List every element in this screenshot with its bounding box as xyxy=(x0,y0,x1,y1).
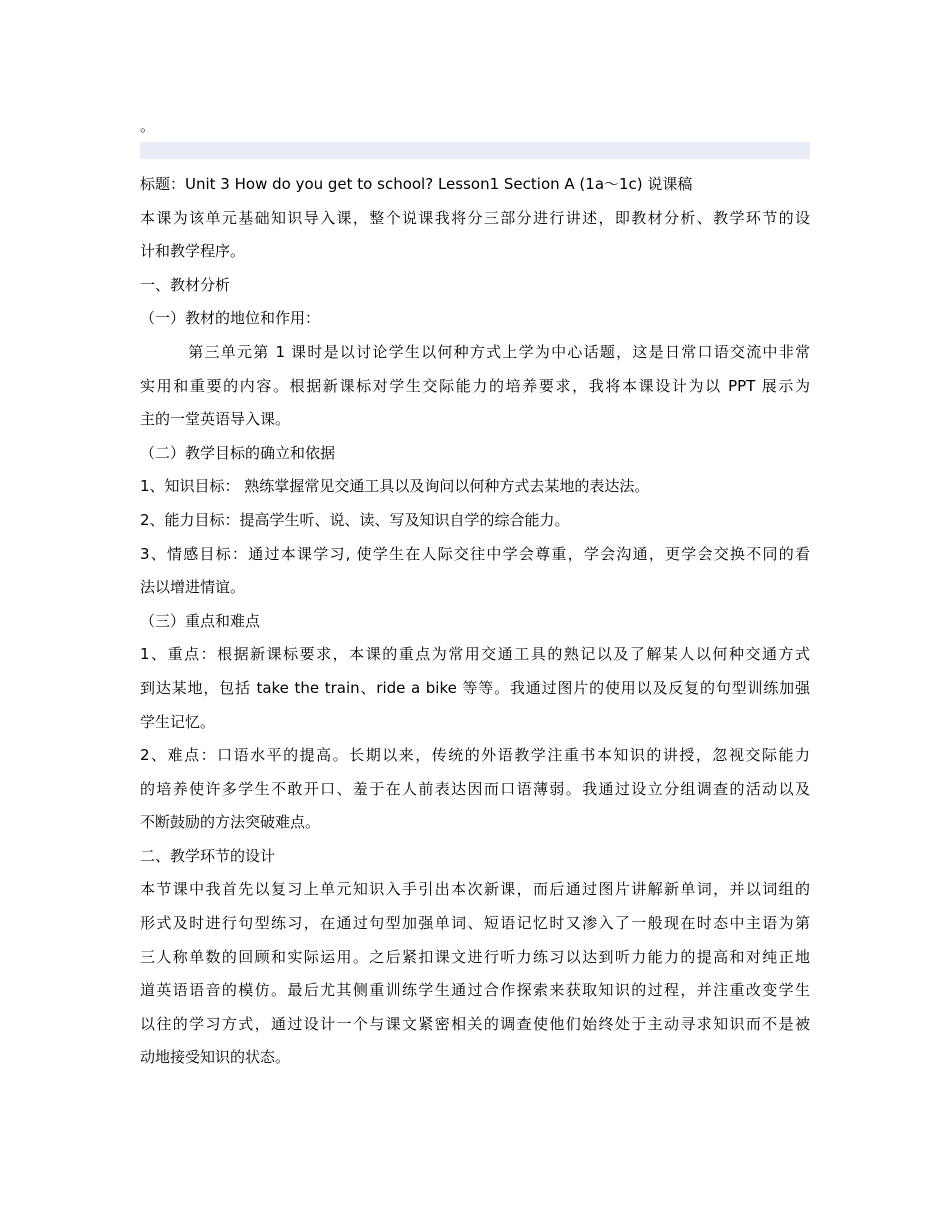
text-line: 本课为该单元基础知识导入课，整个说课我将分三部分进行讲述，即教材分析、教学环节的设 xyxy=(140,208,810,227)
text-line: 到达某地，包括 take the train、ride a bike 等等。我通过图片的使用以及反复的句型训练加强 xyxy=(140,678,810,697)
text-line: （一）教材的地位和作用： xyxy=(140,309,321,328)
text-line: 主的一堂英语导入课。 xyxy=(140,410,291,429)
text-line: 实用和重要的内容。根据新课标对学生交际能力的培养要求，我将本课设计为以 PPT 展示为 xyxy=(140,376,810,395)
text-line: 法以增进情谊。 xyxy=(140,578,246,597)
text-line: （三）重点和难点 xyxy=(140,611,261,630)
text-line: 3、情感目标：通过本课学习, 使学生在人际交往中学会尊重，学会沟通，更学会交换不同的看 xyxy=(140,544,810,563)
text-line: 以往的学习方式，通过设计一个与课文紧密相关的调查使他们始终处于主动寻求知识而不是被 xyxy=(140,1014,810,1033)
text-line: 动地接受知识的状态。 xyxy=(140,1048,291,1067)
text-line: 2、能力目标：提高学生听、说、读、写及知识自学的综合能力。 xyxy=(140,510,570,529)
document-body xyxy=(140,168,810,1075)
text-line: 学生记忆。 xyxy=(140,712,216,731)
text-line: 2、难点：口语水平的提高。长期以来，传统的外语教学注重书本知识的讲授，忽视交际能力 xyxy=(140,746,810,765)
text-line: 1、知识目标： 熟练掌握常见交通工具以及询问以何种方式去某地的表达法。 xyxy=(140,477,650,496)
text-line: 本节课中我首先以复习上单元知识入手引出本次新课，而后通过图片讲解新单词，并以词组的 xyxy=(140,880,810,899)
top-punctuation-mark: 。 xyxy=(140,117,156,135)
text-line: 三人称单数的回顾和实际运用。之后紧扣课文进行听力练习以达到听力能力的提高和对纯正地 xyxy=(140,947,810,966)
text-line: 道英语语音的模仿。最后尤其侧重训练学生通过合作探索来获取知识的过程，并注重改变学生 xyxy=(140,981,810,1000)
document-title-line: 标题：Unit 3 How do you get to school? Lesson1 Section A (1a～1c) 说课稿 xyxy=(140,175,693,193)
text-line: 的培养使许多学生不敢开口、羞于在人前表达因而口语薄弱。我通过设立分组调查的活动以及 xyxy=(140,779,810,798)
text-line: 形式及时进行句型练习，在通过句型加强单词、短语记忆时又渗入了一般现在时态中主语为第 xyxy=(140,914,810,933)
text-line: 1、重点：根据新课标要求，本课的重点为常用交通工具的熟记以及了解某人以何种交通方式 xyxy=(140,645,810,664)
text-line: （二）教学目标的确立和依据 xyxy=(140,443,336,462)
text-line: 一、教材分析 xyxy=(140,275,231,294)
highlight-band xyxy=(140,142,810,159)
text-line: 第三单元第 1 课时是以讨论学生以何种方式上学为中心话题，这是日常口语交流中非常 xyxy=(140,342,810,361)
text-line: 二、教学环节的设计 xyxy=(140,846,276,865)
text-line: 不断鼓励的方法突破难点。 xyxy=(140,813,321,832)
text-line: 计和教学程序。 xyxy=(140,242,246,261)
